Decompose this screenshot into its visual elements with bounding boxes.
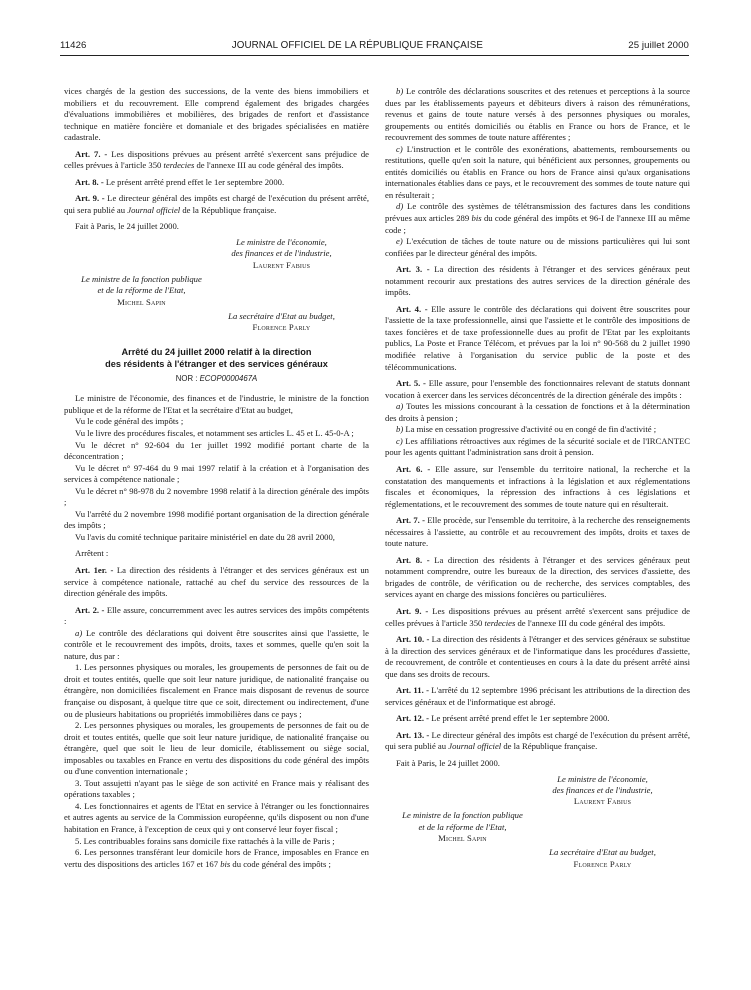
article-2: Art. 2. - Elle assure, concurremment avec les autres services des impôts compétents : xyxy=(64,604,369,627)
article-2-item-3: 3. Tout assujetti n'ayant pas le siège de son activité en France mais y réalisant des opérations taxables ; xyxy=(64,777,369,800)
article-2-a: a) Le contrôle des déclarations qui doivent être souscrites ainsi que l'assiette, le contrôle et le recouvrement des impôts, droits, taxes et sommes, quelle qu'en soit la nature, dus par : xyxy=(64,627,369,661)
article-2-c: c) L'instruction et le contrôle des exonérations, abattements, remboursements ou restitutions, quelle qu'en soit la nature, qui bénéficient aux personnes, groupements ou entités domiciliés ou établis en France ou hors de France ainsi qu'aux organisations internationales établies dans ce pays, et le recouvrement des sommes de toute nature qui en résulterait ; xyxy=(385,143,690,200)
article-2-item-5: 5. Les contribuables forains sans domicile fixe rattachés à la ville de Paris ; xyxy=(75,835,335,846)
article-12: Art. 12. - Le présent arrêté prend effet le 1er septembre 2000. xyxy=(396,713,610,724)
article-11: Art. 11. - L'arrêté du 12 septembre 1996 précisant les attributions de la direction des services généraux et de l'informatique est abrogé. xyxy=(385,685,690,707)
header-rule xyxy=(60,55,689,56)
decree-title: Arrêté du 24 juillet 2000 relatif à la direction des résidents à l'étranger et des services généraux xyxy=(105,347,328,369)
article-3: Art. 3. - La direction des résidents à l'étranger et des services généraux peut notamment recourir aux prestations des autres services de la direction générale des impôts. xyxy=(385,264,690,298)
article-2-item-2: 2. Les personnes physiques ou morales, les groupements de personnes de fait ou de droit et toutes entités, quelle que soit leur nature juridique, de nationalité française ou étrangère, quel que soit le lieu de leur domicile, établissement ou siège social, imposables ou taxables en France en vertu des dispositions du code général des impôts ou d'une convention internationale ; xyxy=(64,720,369,777)
preamble: Le ministre de l'économie, des finances et de l'industrie, le ministre de la fonction publique et de la réforme de l'Etat et la secrétaire d'Etat au budget, xyxy=(64,393,369,415)
visa-7: Vu l'avis du comité technique paritaire ministériel en date du 28 avril 2000, xyxy=(75,531,335,542)
article-6: Art. 6. - Elle assure, sur l'ensemble du territoire national, la recherche et la constatation des manquements et infractions à la législation et aux réglementations fiscales et économiques, la répression des infractions à ces législations et réglementations, et le recouvrement des sommes de toute nature qui en résulterait. xyxy=(385,463,690,509)
visa-1: Vu le code général des impôts ; xyxy=(75,416,184,427)
nor-reference: NOR : ECOP0000467A xyxy=(175,373,258,383)
visa-3: Vu le décret n° 92-604 du 1er juillet 1992 modifié portant charte de la déconcentration ; xyxy=(64,439,369,462)
signature-minister-economy-2: Le ministre de l'économie, des finances et de l'industrie, Laurent Fabius xyxy=(552,773,653,807)
article-2-b: b) Le contrôle des déclarations souscrites et des retenues et perceptions à la source dues par les établissements payeurs et débiteurs divers à raison des rémunérations, revenus et gains de toute nature versés à des personnes physiques ou morales, groupements ou entités domiciliés ou établis en France ou hors de France, et le recouvrement des sommes de toute nature afférentes ; xyxy=(385,86,690,143)
page-number: 11426 xyxy=(60,40,87,51)
article-8-prev: Art. 8. - Le présent arrêté prend effet le 1er septembre 2000. xyxy=(75,176,285,187)
done-at-paris-2: Fait à Paris, le 24 juillet 2000. xyxy=(396,757,500,768)
article-5-a: a) Toutes les missions concourant à la cessation de fonctions et à la détermination des droits à pension ; xyxy=(385,401,690,423)
article-2-item-4: 4. Les fonctionnaires et agents de l'Etat en service à l'étranger ou les fonctionnaires et autres agents au service de la Commission européenne, qu'ils disposent ou non d'une habitation en France, à l'exception de ceux qui y ont conservé leur foyer fiscal ; xyxy=(64,800,369,835)
article-5: Art. 5. - Elle assure, pour l'ensemble des fonctionnaires relevant de statuts donnant vocation à exercer dans les services déconcentrés de la direction générale des impôts : xyxy=(385,378,690,400)
article-2-d: d) Le contrôle des systèmes de télétransmission des factures dans les conditions prévues aux articles 289 bis du code général des impôts et 96-I de l'annexe III au même code ; xyxy=(385,201,690,235)
intro-paragraph: vices chargés de la gestion des successions, de la vente des biens immobiliers et mobiliers et du recouvrement. Elle comprend également des brigades chargées d'évaluations immobilières et mobilières, des brigades de renfort et d'assistance technique en matière foncière et domaniale et des brigades spécialisées en matière cadastrale. xyxy=(64,86,369,143)
article-5-b: b) La mise en cessation progressive d'activité ou en congé de fin d'activité ; xyxy=(396,424,657,435)
article-9: Art. 9. - Les dispositions prévues au présent arrêté s'exercent sans préjudice de celles prévues à l'article 350 terdecies de l'annexe III du code général des impôts. xyxy=(385,605,690,628)
signature-minister-public-service: Le ministre de la fonction publique et de la réforme de l'Etat, Michel Sapin xyxy=(81,273,202,307)
article-8: Art. 8. - La direction des résidents à l'étranger et des services généraux peut notamment comprendre, outre les bureaux de la direction, des services d'assiette, des brigades de contrôle, de vérification ou de recherche, des services comptables, des services ayant en charge des missions foncières ou particulières. xyxy=(385,554,690,600)
visa-6: Vu l'arrêté du 2 novembre 1998 modifié portant organisation de la direction générale des impôts ; xyxy=(64,508,369,531)
article-7: Art. 7. - Elle procède, sur l'ensemble du territoire, à la recherche des renseignements nécessaires à l'assiette, au contrôle et au recouvrement des impôts, droits et taxes de toute nature. xyxy=(385,515,690,549)
signature-minister-public-service-2: Le ministre de la fonction publique et de la réforme de l'Etat, Michel Sapin xyxy=(402,810,523,844)
visa-4: Vu le décret n° 97-464 du 9 mai 1997 relatif à la création et à l'organisation des services à compétence nationale ; xyxy=(64,462,369,485)
article-10: Art. 10. - La direction des résidents à l'étranger et des services généraux se substitue à la direction des services généraux et de l'informatique dans les procédures d'assiette, de recouvrement, de contrôle et contentieuses en cours à la date du présent arrêté ainsi que dans ses droits de recours. xyxy=(385,634,690,679)
visa-2: Vu le livre des procédures fiscales, et notamment ses articles L. 45 et L. 45-0-A ; xyxy=(75,427,354,438)
article-13: Art. 13. - Le directeur général des impôts est chargé de l'exécution du présent arrêté, qui sera publié au Journal officiel de la République française. xyxy=(385,729,690,752)
left-column xyxy=(64,86,369,870)
right-column xyxy=(385,86,690,870)
arretent: Arrêtent : xyxy=(75,548,109,559)
done-at-paris: Fait à Paris, le 24 juillet 2000. xyxy=(75,221,179,232)
article-5-c: c) Les affiliations rétroactives aux régimes de la sécurité sociale et de l'IRCANTEC pour les agents quittant l'administration sans droit à pension. xyxy=(385,435,690,458)
article-2-item-1: 1. Les personnes physiques ou morales, les groupements de personnes de fait ou de droit et toutes entités, quelle que soit leur nature juridique, de nationalité française ou étrangère, non domiciliées fiscalement en France mais disposant de revenus de source française ou disposant, à quelque titre que ce soit, directement ou indirectement, d'une ou de plusieurs habitations ou propriétés immobilières dans ce pays ; xyxy=(64,662,369,719)
signature-budget-secretary-2: La secrétaire d'Etat au budget, Florence Parly xyxy=(549,847,656,869)
journal-title: JOURNAL OFFICIEL DE LA RÉPUBLIQUE FRANÇAISE xyxy=(231,40,484,51)
article-9-prev: Art. 9. - Le directeur général des impôts est chargé de l'exécution du présent arrêté, qui sera publié au Journal officiel de la République française. xyxy=(64,193,369,215)
page-header xyxy=(60,40,689,51)
article-7-prev: Art. 7. - Les dispositions prévues au présent arrêté s'exercent sans préjudice de celles prévues à l'article 350 terdecies de l'annexe III au code général des impôts. xyxy=(64,148,369,171)
article-2-e: e) L'exécution de tâches de toute nature ou de missions particulières qui lui sont confiées par le directeur général des impôts. xyxy=(385,236,690,258)
issue-date: 25 juillet 2000 xyxy=(628,40,689,51)
visa-5: Vu le décret n° 98-978 du 2 novembre 1998 relatif à la direction générale des impôts ; xyxy=(64,485,369,508)
article-1: Art. 1er. - La direction des résidents à l'étranger et des services généraux est un service à compétence nationale, rattaché au chef du service des ressources de la direction générale des impôts. xyxy=(64,565,369,599)
signature-minister-economy: Le ministre de l'économie, des finances et de l'industrie, Laurent Fabius xyxy=(231,237,332,270)
article-2-item-6: 6. Les personnes transférant leur domicile hors de France, imposables en France en vertu des dispositions des articles 167 et 167 bis du code général des impôts ; xyxy=(64,847,369,869)
article-4: Art. 4. - Elle assure le contrôle des déclarations qui doivent être souscrites pour l'assiette de la taxe professionnelle, ainsi que l'assiette et le contrôle des impositions de taxes foncières et de taxe professionnelle dues au profit de l'Etat par les exploitants publics, La Poste et France Télécom, et prévues par la loi n° 90-568 du 2 juillet 1990 modifiée relative à l'organisation du service public de la poste et des télécommunications. xyxy=(385,303,690,372)
signature-budget-secretary: La secrétaire d'Etat au budget, Florence Parly xyxy=(228,310,335,333)
